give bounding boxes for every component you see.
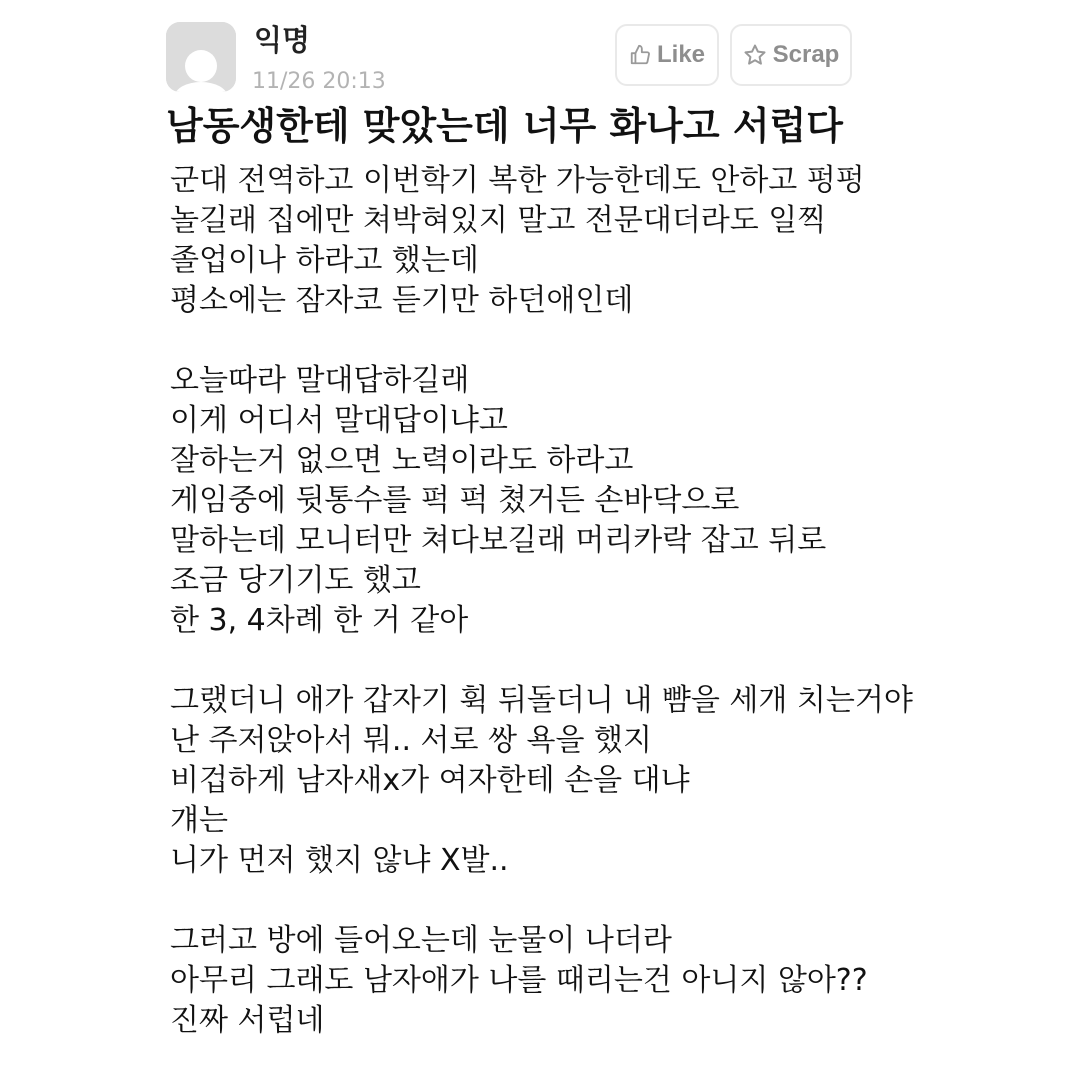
author-name: 익명 (254, 23, 311, 57)
body-line: 니가 먼저 했지 않냐 X발.. (170, 843, 509, 878)
scrap-label: Scrap (772, 41, 840, 68)
like-button[interactable] (615, 24, 719, 86)
like-label: Like (656, 41, 706, 68)
scrap-button[interactable] (730, 24, 852, 86)
body-line: 아무리 그래도 남자애가 나를 때리는건 아니지 않아?? (170, 963, 868, 998)
post-body (170, 161, 1050, 1041)
body-line: 진짜 서럽네 (170, 1003, 325, 1038)
body-line (170, 641, 1050, 681)
star-icon (743, 43, 767, 67)
body-line: 말하는데 모니터만 쳐다보길래 머리카락 잡고 뒤로 (170, 523, 827, 558)
body-line: 조금 당기기도 했고 (170, 563, 421, 598)
body-line: 평소에는 잠자코 듣기만 하던애인데 (170, 283, 634, 318)
post-timestamp: 11/26 20:13 (252, 69, 386, 94)
body-line: 그랬더니 애가 갑자기 휙 뒤돌더니 내 뺨을 세개 치는거야 (170, 683, 913, 718)
body-line (170, 881, 1050, 921)
body-line: 그러고 방에 들어오는데 눈물이 나더라 (170, 923, 672, 958)
thumbs-up-icon (629, 44, 651, 66)
body-line: 이게 어디서 말대답이냐고 (170, 403, 508, 438)
post-title: 남동생한테 맞았는데 너무 화나고 서럽다 (166, 104, 843, 148)
body-line (170, 321, 1050, 361)
body-line: 졸업이나 하라고 했는데 (170, 243, 479, 278)
body-line: 오늘따라 말대답하길래 (170, 363, 470, 398)
body-line: 게임중에 뒷통수를 퍽 퍽 쳤거든 손바닥으로 (170, 483, 740, 518)
body-line: 걔는 (170, 803, 228, 838)
body-line: 잘하는거 없으면 노력이라도 하라고 (170, 443, 634, 478)
body-line: 군대 전역하고 이번학기 복한 가능한데도 안하고 펑펑 (170, 163, 865, 198)
default-user-avatar-icon (166, 22, 236, 92)
avatar (166, 22, 236, 92)
body-line: 한 3, 4차례 한 거 같아 (170, 603, 469, 638)
body-line: 비겁하게 남자새x가 여자한테 손을 대냐 (170, 763, 690, 798)
body-line: 놀길래 집에만 쳐박혀있지 말고 전문대더라도 일찍 (170, 203, 827, 238)
body-line: 난 주저앉아서 뭐.. 서로 쌍 욕을 했지 (170, 723, 653, 758)
